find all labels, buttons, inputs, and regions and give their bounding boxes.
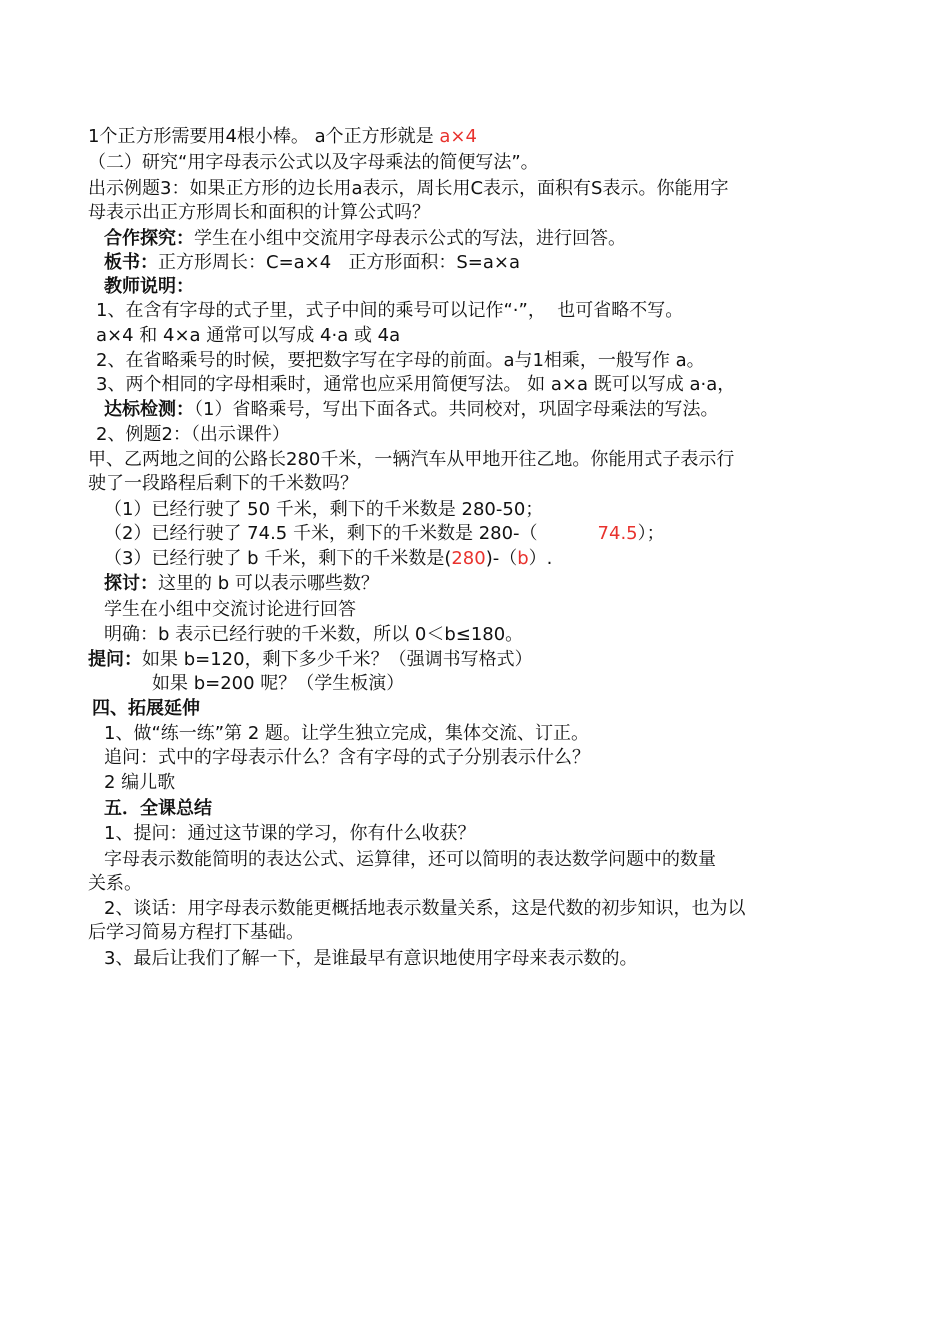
text-line: 字母表示数能简明的表达公式、运算律，还可以简明的表达数学问题中的数量 [104,849,716,870]
red-answer: 74.5 [597,523,638,544]
text-line: 2、在省略乘号的时候，要把数字写在字母的前面。a与1相乘，一般写作 a。 [96,350,705,371]
text-line: 板书：正方形周长：C=a×4 正方形面积：S=a×a [104,252,521,273]
text-line: 3、两个相同的字母相乘时，通常也应采用简便写法。 如 a×a 既可以写成 a·a， [96,374,736,395]
text-line: 2、例题2：（出示课件） [96,424,290,445]
text-line: 2 编儿歌 [104,772,176,793]
text-line: 1、做“练一练”第 2 题。让学生独立完成，集体交流、订正。 [104,723,589,744]
text-line: 1、在含有字母的式子里，式子中间的乘号可以记作“·”， 也可省略不写。 [96,300,684,321]
text-line: （3）已经行驶了 b 千米，剩下的千米数是(280)-（b）. [104,548,553,569]
text-line: 关系。 [88,873,142,894]
text-line: 达标检测：（1）省略乘号，写出下面各式。共同校对，巩固字母乘法的写法。 [104,399,719,420]
red-answer: b [517,548,529,569]
text-line: 后学习简易方程打下基础。 [88,922,304,943]
text-line: 1个正方形需要用4根小棒。 a个正方形就是 a×4 [88,126,477,147]
text-line: 驶了一段路程后剩下的千米数吗？ [88,473,358,494]
text-line: 明确：b 表示已经行驶的千米数，所以 0＜b≤180。 [104,624,524,645]
text-line: （2）已经行驶了 74.5 千米，剩下的千米数是 280-（ 74.5）； [104,523,665,544]
red-answer: 280 [451,548,486,569]
section-heading: （二）研究“用字母表示公式以及字母乘法的简便写法”。 [88,152,539,173]
subheading: 教师说明： [104,276,194,297]
text-line: 3、最后让我们了解一下，是谁最早有意识地使用字母来表示数的。 [104,948,638,969]
text-line: 母表示出正方形周长和面积的计算公式吗？ [88,202,430,223]
text-line: 如果 b=200 呢？（学生板演） [152,673,405,694]
text-line: 出示例题3：如果正方形的边长用a表示，周长用C表示，面积有S表示。你能用字 [88,178,729,199]
text-line: 合作探究：学生在小组中交流用字母表示公式的写法，进行回答。 [104,228,626,249]
section-heading: 五．全课总结 [104,798,212,819]
text-line: 2、谈话：用字母表示数能更概括地表示数量关系，这是代数的初步知识，也为以 [104,898,746,919]
text-line: 探讨：这里的 b 可以表示哪些数？ [104,573,379,594]
text-line: 提问：如果 b=120，剩下多少千米？（强调书写格式） [88,649,533,670]
red-answer: a×4 [439,126,477,147]
section-heading: 四、拓展延伸 [92,698,200,719]
text-line: 1、提问：通过这节课的学习，你有什么收获？ [104,823,476,844]
text-line: 追问：式中的字母表示什么？含有字母的式子分别表示什么？ [104,747,590,768]
text-line: 学生在小组中交流讨论进行回答 [104,599,356,620]
text-line: （1）已经行驶了 50 千米，剩下的千米数是 280-50； [104,499,544,520]
text-line: 甲、乙两地之间的公路长280千米，一辆汽车从甲地开往乙地。你能用式子表示行 [88,449,735,470]
text-line: a×4 和 4×a 通常可以写成 4·a 或 4a [96,325,401,346]
